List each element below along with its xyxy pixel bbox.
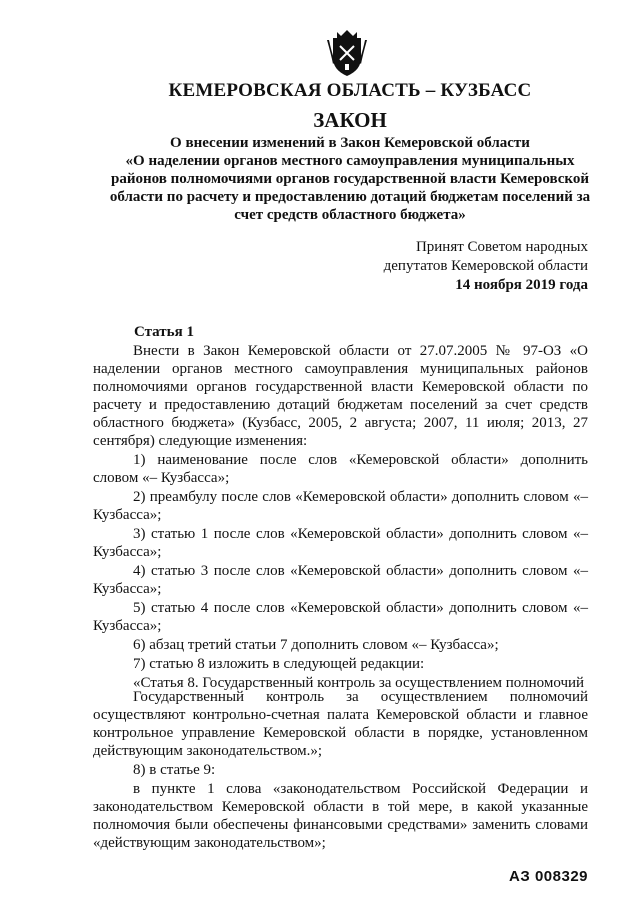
law-subtitle [60, 134, 640, 224]
article-paragraph: «Статья 8. Государственный контроль за осуществлением полномочий [133, 675, 585, 691]
adoption-date: 14 ноября 2019 года [455, 277, 588, 293]
region-title: КЕМЕРОВСКАЯ ОБЛАСТЬ – КУЗБАСС [168, 80, 532, 101]
serial-number: АЗ 008329 [509, 868, 588, 885]
subtitle-line: «О наделении органов местного самоуправления муниципальных [125, 153, 575, 169]
article-paragraph: Внести в Закон Кемеровской области от 27.07.2005 № 97-ОЗ «О наделении органов местного самоуправления муниципальных районов полномочиями органов государственной власти Кемеровской области по расчету и предоставлению дотаций бюджетам поселений за счет средств областного бюджета» (Кузбасс, 2005, 2 августа; 2007, 11 июля; 2013, 27 сентября) следующие изменения: [93, 343, 588, 449]
article-paragraph: 7) статью 8 изложить в следующей редакции: [133, 656, 425, 672]
article-paragraph: 3) статью 1 после слов «Кемеровской области» дополнить словом «– Кузбасса»; [93, 526, 588, 560]
article-paragraph: Государственный контроль за осуществлением полномочий осуществляют контрольно-счетная палата Кемеровской области и главное контрольное управление Кемеровской области в порядке, установленном действующим законодательством.»; [93, 689, 588, 759]
subtitle-line: области по расчету и предоставлению дотаций бюджетам поселений за [109, 189, 591, 205]
article-paragraph: 6) абзац третий статьи 7 дополнить словом «– Кузбасса»; [133, 637, 499, 653]
adoption-block [384, 238, 588, 295]
article-paragraph: 1) наименование после слов «Кемеровской области» дополнить словом «– Кузбасса»; [93, 452, 588, 486]
subtitle-line: районов полномочиями органов государственной власти Кемеровской [111, 171, 589, 187]
article-paragraph: 2) преамбулу после слов «Кемеровской области» дополнить словом «– Кузбасса»; [93, 489, 588, 523]
article-paragraph: 4) статью 3 после слов «Кемеровской области» дополнить словом «– Кузбасса»; [93, 563, 588, 597]
document-type-title: ЗАКОН [313, 108, 387, 132]
adoption-line: Принят Советом народных [415, 239, 588, 255]
adoption-line: депутатов Кемеровской области [383, 258, 588, 274]
article-body [93, 342, 588, 693]
coat-of-arms-emblem [325, 24, 369, 78]
article-paragraph: в пункте 1 слова «законодательством Российской Федерации и законодательством Кемеровской области в той мере, в какой указанные полномочия были обеспечены финансовыми средствами» заменить словами «действующим законодательством»; [93, 781, 588, 851]
article-paragraph: 8) в статье 9: [133, 762, 216, 778]
article-body-continued [93, 688, 588, 853]
article-paragraph: 5) статью 4 после слов «Кемеровской области» дополнить словом «– Кузбасса»; [93, 600, 588, 634]
article-heading: Статья 1 [134, 324, 194, 340]
subtitle-line: счет средств областного бюджета» [234, 207, 466, 223]
subtitle-line: О внесении изменений в Закон Кемеровской области [170, 135, 530, 151]
